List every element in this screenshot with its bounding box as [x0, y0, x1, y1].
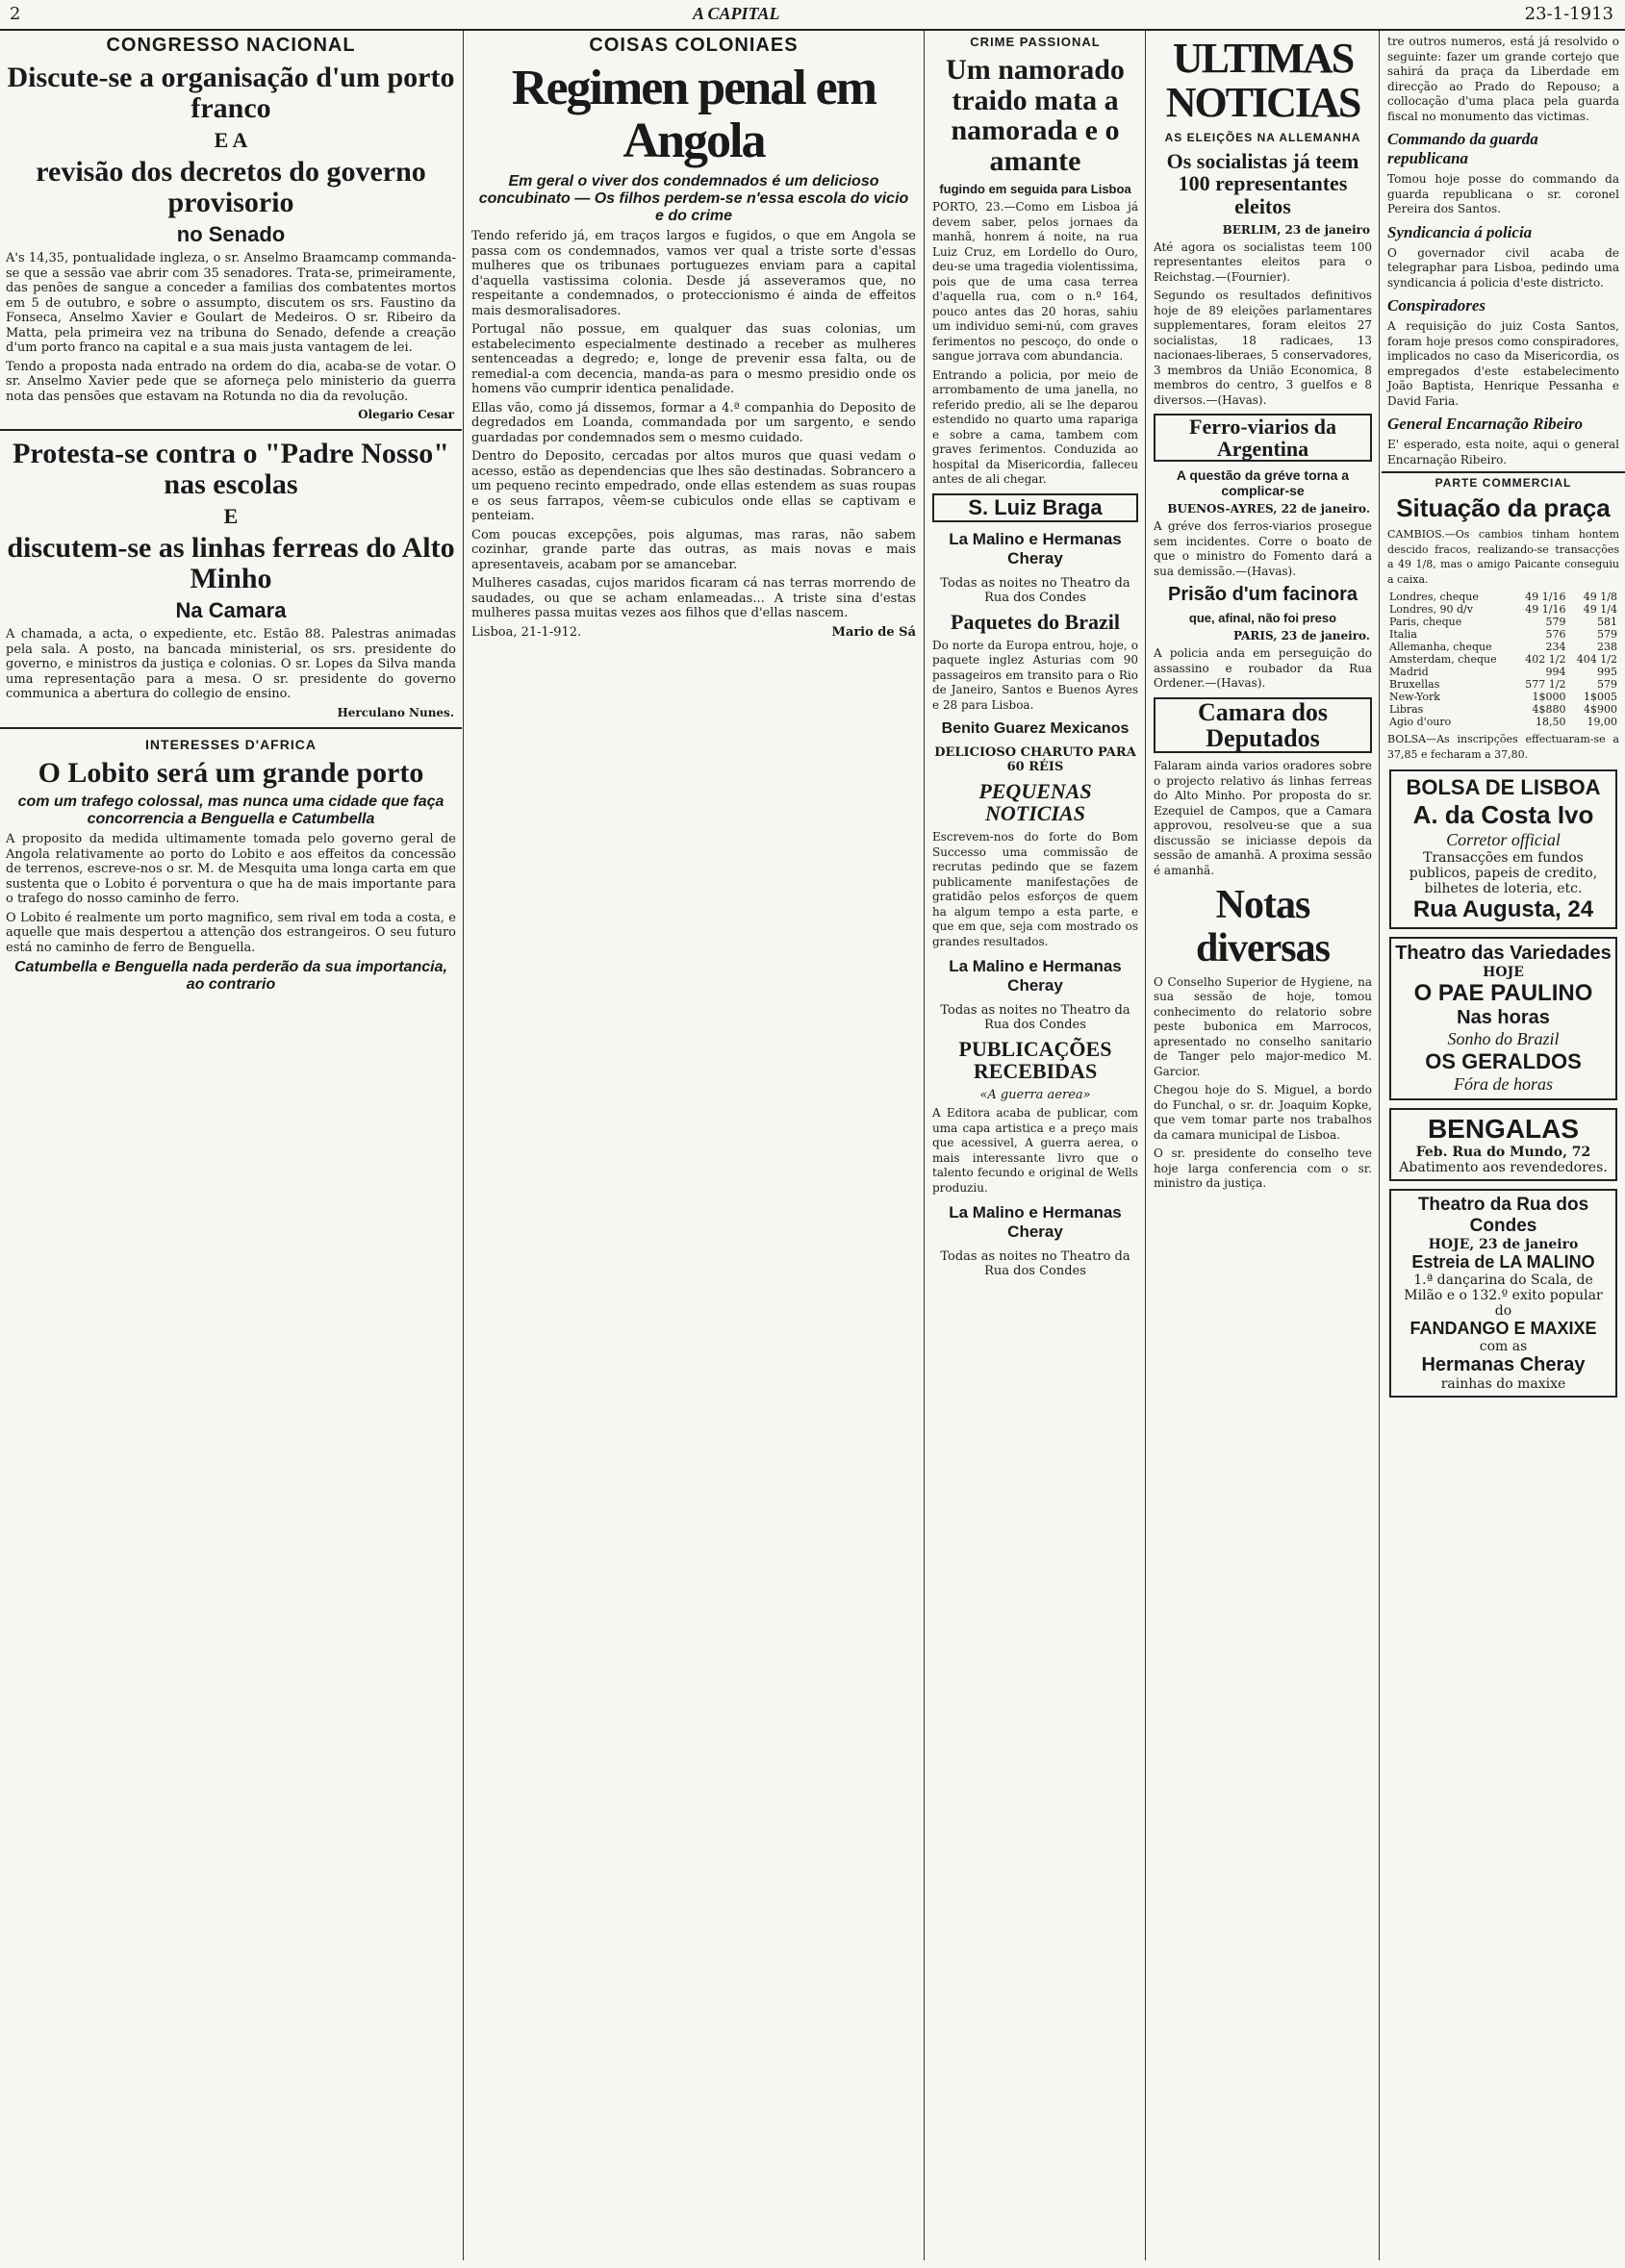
article-text: A policia anda em perseguição do assassino e roubador da Rua Ordener.—(Havas).	[1154, 646, 1372, 691]
article-text: A chamada, a acta, o expediente, etc. Estão 88. Palestras animadas pela sala. A posto, na bancada ministerial, os srs. presidente do governo, e ministros da justiça e colonias. O sr. Lopes da Silva manda uma representação para a mesa. O sr. presidente do governo communica a abertura do collegio de ensino.	[6, 627, 456, 702]
ad-show: O PAE PAULINO	[1413, 980, 1593, 1007]
advertisement-bengalas	[1389, 1108, 1617, 1181]
article-text: O sr. presidente do conselho teve hoje larga conferencia com o sr. ministro da justiça.	[1154, 1147, 1372, 1191]
headline: Discute-se a organisação d'um porto franco	[7, 62, 455, 124]
headline-connector: E A	[214, 128, 248, 152]
exchange-rate-venda: 579	[1597, 678, 1617, 692]
exchange-rate-row	[1387, 628, 1619, 641]
column-crime	[927, 31, 1144, 2260]
dateline: PARIS, 23 de janeiro.	[1232, 629, 1370, 643]
section-heading: PARTE COMMERCIAL	[1382, 471, 1625, 490]
exchange-rate-praca: Amsterdam, cheque	[1389, 653, 1497, 667]
article-text: A's 14,35, pontualidade ingleza, o sr. Anselmo Braamcamp commanda-se que a sessão vae abrir com 35 senadores. Trata-se, primeiramente, das penões de sangue a conceder a familias dos combatentes mortos em 5 de outubro, e sobre o assumpto, discutem os srs. Faustino da Fonseca, Anselmo Xavier e Goulart de Medeiros. O sr. Ribeiro da Matta, pela primeira vez na tribuna do Senado, defende a creação d'um porto franco na capital e a sua mais justa vantagem de lei.	[6, 251, 456, 356]
subheadline: Syndicancia á policia	[1387, 222, 1533, 241]
ad-show: Sonho do Brazil	[1447, 1029, 1560, 1049]
headline: ULTIMAS NOTICIAS	[1165, 35, 1360, 127]
byline: Mario de Sá	[831, 624, 916, 640]
article-text: CAMBIOS.—Os cambios tinham hontem descido fracos, realizando-se transacções a 49 1/8, mas o amigo Paicante conseguiu a caixa.	[1387, 528, 1619, 586]
exchange-rate-venda: 579	[1597, 628, 1617, 642]
subheadline: Catumbella e Benguella nada perderão da sua importancia, ao contrario	[14, 959, 447, 994]
exchange-rate-praca: Libras	[1389, 703, 1424, 717]
ad-title: Theatro das Variedades	[1395, 943, 1612, 965]
advertisement-sub: Todas as noites no Theatro da Rua dos Condes	[940, 1003, 1130, 1033]
exchange-rate-row	[1387, 716, 1619, 728]
ad-show: Hermanas Cheray	[1421, 1354, 1586, 1376]
section-heading: INTERESSES D'AFRICA	[145, 736, 317, 752]
article-text: Tendo referido já, em traços largos e fugidos, o que em Angola se passa com os condemnados, vamos ver qual a triste sorte d'essas mulheres que os tribunaes portuguezes enviam para a capital d'aquella vastissima colonia. Desde já asseveramos que, no respeitante a condemnados, o proteccionismo é ainda de effeitos mais desmoralisadores.	[471, 229, 916, 318]
ad-title: Theatro da Rua dos Condes	[1417, 1195, 1589, 1237]
issue-date: 23-1-1913	[1524, 4, 1613, 24]
article-text: E' esperado, esta noite, aqui o general Encarnação Ribeiro.	[1387, 438, 1619, 466]
subheadline: General Encarnação Ribeiro	[1387, 415, 1584, 433]
headline: discutem-se as linhas ferreas do Alto Minho	[7, 532, 455, 594]
exchange-rate-praca: Londres, cheque	[1389, 591, 1479, 604]
exchange-rate-compra: 49 1/16	[1525, 591, 1566, 604]
advertisement: La Malino e Hermanas Cheray	[949, 529, 1122, 567]
ad-show: OS GERALDOS	[1425, 1049, 1582, 1074]
article-text: Tendo a proposta nada entrado na ordem do dia, acaba-se de votar. O sr. Anselmo Xavier pede que se aforneça pelo ministerio da guerra nota das pensões que estavam na Rotunda no dia da revolução.	[6, 359, 456, 404]
ad-show: Fóra de horas	[1454, 1074, 1553, 1095]
paper-title: A CAPITAL	[693, 4, 780, 23]
headline: Protesta-se contra o "Padre Nosso" nas escolas	[13, 438, 449, 500]
article-text: O Lobito é realmente um porto magnifico, sem rival em toda a costa, e aquelle que mais despertou a attenção dos estrangeiros. O seu futuro está no caminho de ferro de Benguella.	[6, 910, 456, 955]
byline-box: S. Luiz Braga	[932, 493, 1138, 522]
article-text: Portugal não possue, em qualquer das suas colonias, um estabelecimento especialmente destinado a receber as mulheres sentenceadas a degredo; e, longe de prevenir essa falta, ou de remedial-a com decencia, manda-as para o mesmo presidio onde os homens vão cumprir identica penalidade.	[471, 322, 916, 397]
advertisement: La Malino e Hermanas Cheray	[949, 1203, 1122, 1242]
exchange-rate-venda: 238	[1597, 641, 1617, 654]
ad-show: FANDANGO E MAXIXE	[1409, 1319, 1597, 1339]
article-text: Com poucas excepções, pois algumas, mas raras, não sabem cozinhar, grande parte das outras, as mais novas e mais apresentaveis, acabam por se amancebar.	[471, 527, 916, 572]
exchange-rate-row	[1387, 653, 1619, 666]
ad-name: A. da Costa Ivo	[1412, 800, 1594, 830]
article-text: O governador civil acaba de telegraphar para Lisboa, pedindo uma syndicancia á policia d'este districto.	[1387, 245, 1619, 290]
headline: Notas diversas	[1196, 883, 1330, 970]
exchange-rate-compra: 402 1/2	[1525, 653, 1566, 667]
ad-day: HOJE, 23 de janeiro	[1428, 1237, 1579, 1253]
article-text: O Conselho Superior de Hygiene, na sua sessão de hoje, tomou conhecimento do relatorio sobre peste bubonica em Marrocos, apresentado no conselho sanitario de Tanger pelo major-medico M. Garcior.	[1154, 974, 1372, 1078]
column-rule	[1379, 31, 1380, 2260]
subheadline: Commando da guarda republicana	[1387, 130, 1538, 167]
byline: Olegario Cesar	[358, 408, 454, 422]
article-text: Do norte da Europa entrou, hoje, o paquete inglez Asturias com 90 passageiros em transito para o Rio de Janeiro, Santos e Buenos Ayres e 28 para Lisboa.	[932, 638, 1138, 712]
exchange-rate-compra: 994	[1545, 666, 1566, 679]
headline-connector: E	[223, 504, 239, 529]
headline: Situação da praça	[1396, 493, 1611, 522]
exchange-rate-row	[1387, 591, 1619, 603]
column-rule	[924, 31, 925, 2260]
subheadline: «A guerra aerea»	[979, 1088, 1091, 1103]
subheadline: A questão da gréve torna a complicar-se	[1176, 467, 1350, 499]
section-heading: CONGRESSO NACIONAL	[106, 35, 356, 56]
exchange-rate-praca: Londres, 90 d/v	[1389, 603, 1473, 617]
ad-role: Corretor official	[1446, 830, 1561, 850]
dateline: BUENOS-AYRES, 22 de janeiro.	[1167, 502, 1370, 517]
subheadline: Em geral o viver dos condemnados é um delicioso concubinato — Os filhos perdem-se n'essa escola do vicio e do crime	[478, 173, 909, 225]
ad-day: HOJE	[1483, 965, 1524, 981]
article-text: Escrevem-nos do forte do Bom Successo uma commissão de recrutas pedindo que se fazem publicamente manifestações de gratidão pelos esforços de quem ha algum tempo a esta parte, e que em que, seja com mostrado os grandes resultados.	[932, 830, 1138, 948]
article-text: BOLSA—As inscripções effectuaram-se a 37,85 e fecharam a 37,80.	[1387, 733, 1619, 761]
advertisement: Benito Guarez Mexicanos	[941, 720, 1130, 738]
exchange-rate-compra: 576	[1545, 628, 1566, 642]
headline: Os socialistas já teem 100 representantes eleitos	[1166, 149, 1359, 218]
exchange-rate-compra: 234	[1545, 641, 1566, 654]
advertisement-sub: DELICIOSO CHARUTO PARA 60 RÉIS	[934, 745, 1136, 775]
exchange-rate-venda: 581	[1597, 616, 1617, 629]
exchange-rate-row	[1387, 603, 1619, 616]
article-text: A Editora acaba de publicar, com uma capa artistica e a preço mais que acessivel, A guerra aerea, o mais interessante livro que o talento fecundo e original de Wells produziu.	[932, 1106, 1138, 1195]
headline: PEQUENAS NOTICIAS	[978, 779, 1092, 826]
article-text: tre outros numeros, está já resolvido o seguinte: fazer um grande cortejo que sahirá da praça da Liberdade em direcção ao Prado do Repouso; a collocação d'uma placa pela guarda fiscal no monumento das victimas.	[1387, 35, 1619, 123]
article-text: A requisição do juiz Costa Santos, foram hoje presos como conspiradores, implicados no caso da Misericordia, os empregados d'este estabelecimento João Baptista, Henrique Pessanha e David Faria.	[1387, 319, 1619, 408]
column-rule	[1145, 31, 1146, 2260]
article-text: Mulheres casadas, cujos maridos ficaram cá nas terras morrendo de saudades, ou que se acham enlameadas... A triste sina d'estas mulheres passa muitas vezes aos filhos que d'ellas nascem.	[471, 576, 916, 621]
byline: Herculano Nunes.	[337, 705, 454, 719]
headline: PUBLICAÇÕES RECEBIDAS	[958, 1037, 1112, 1084]
subheadline: que, afinal, não foi preso	[1188, 611, 1337, 626]
exchange-rate-praca: Madrid	[1389, 666, 1429, 679]
headline: Paquetes do Brazil	[951, 609, 1120, 634]
exchange-rate-praca: Italia	[1389, 628, 1417, 642]
article-text: Até agora os socialistas teem 100 representantes eleitos para o Reichstag.—(Fournier).	[1154, 239, 1372, 284]
headline: Ferro-viarios da Argentina	[1154, 414, 1372, 462]
ad-description: Abatimento aos revendedores.	[1399, 1160, 1608, 1176]
column-misc	[1382, 31, 1625, 2260]
section-heading: CRIME PASSIONAL	[970, 35, 1101, 49]
article-text: A gréve dos ferros-viarios prosegue sem incidentes. Corre o boato de que o ministro do Fomento dará a sua demissão.—(Havas).	[1154, 519, 1372, 578]
section-heading: COISAS COLONIAES	[589, 35, 799, 56]
column-colonial	[466, 31, 922, 2260]
column-congress	[0, 31, 462, 2260]
dateline: Lisboa, 21-1-912.	[471, 624, 582, 640]
ad-address: Rua Augusta, 24	[1412, 896, 1594, 923]
exchange-rate-row	[1387, 641, 1619, 653]
article-footer	[471, 625, 916, 641]
subheadline: Na Camara	[175, 598, 287, 623]
exchange-rate-compra: 1$000	[1532, 691, 1566, 704]
exchange-rate-compra: 4$880	[1532, 703, 1566, 717]
column-latest-news	[1148, 31, 1378, 2260]
article-text: A proposito da medida ultimamente tomada pelo governo geral de Angola relativamente ao porto do Lobito e aos effeitos da concessão de terrenos, escreve-nos o sr. M. de Mesquita uma longa carta em que sustenta que o Lobito é porventura o que ha de mais importante para o trafego do nosso caminho de ferro.	[6, 832, 456, 907]
ad-description: 1.ª dançarina do Scala, de Milão e o 132.º exito popular do	[1404, 1273, 1603, 1320]
exchange-rate-praca: New-York	[1389, 691, 1440, 704]
exchange-rate-venda: 49 1/4	[1583, 603, 1617, 617]
headline: Regimen penal em Angola	[511, 61, 876, 168]
exchange-rate-row	[1387, 616, 1619, 628]
exchange-rate-praca: Agio d'ouro	[1389, 716, 1452, 729]
exchange-rate-praca: Paris, cheque	[1389, 616, 1462, 629]
divider	[0, 727, 462, 729]
article-text: Entrando a policia, por meio de arrombamento de uma janella, no referido predio, ali se lhe deparou estendido no quarto uma rapariga e sobre a cama, tambem com graves ferimentos. Conduzida ao hospital da Misericordia, falleceu antes de ali chegar.	[932, 367, 1138, 486]
exchange-rate-row	[1387, 703, 1619, 716]
article-text: Tomou hoje posse do commando da guarda republicana o sr. coronel Pereira dos Santos.	[1387, 172, 1619, 215]
exchange-rate-venda: 49 1/8	[1583, 591, 1617, 604]
article-text: Dentro do Deposito, cercadas por altos muros que quasi vedam o acesso, estão as dependencias que lhes são destinadas. Sobrancero a um pequeno recinto empedrado, onde ellas estendem as suas roupas e os seus farrapos, vêem-se cubiculos onde ellas se captivam e penteiam.	[471, 449, 916, 524]
exchange-rate-praca: Bruxellas	[1389, 678, 1440, 692]
article-text: Falaram ainda varios oradores sobre o projecto relativo ás linhas ferreas do Alto Minho. Por proposta do sr. Ezequiel de Campos, que a Camara approvou, resolveu-se que a sua discussão se iniciasse depois da sessão de amanhã. A proxima sessão é amanhã.	[1154, 759, 1372, 877]
divider	[0, 429, 462, 431]
article-text: Segundo os resultados definitivos hoje de 89 eleições parlamentares supplementares, foram eleitos 27 socialistas, 18 radicaes, 13 nacionaes-liberaes, 5 conservadores, 3 membros da União Economica, 8 membros do centro, 3 guelfos e 8 diversos.—(Havas).	[1154, 289, 1372, 407]
advertisement-variedades	[1389, 937, 1617, 1100]
advertisement-sub: Todas as noites no Theatro da Rua dos Condes	[940, 1249, 1130, 1279]
section-heading: AS ELEIÇÕES NA ALLEMANHA	[1164, 131, 1361, 145]
exchange-rate-row	[1387, 691, 1619, 703]
exchange-rate-compra: 49 1/16	[1525, 603, 1566, 617]
subheadline: com um trafego colossal, mas nunca uma cidade que faça concorrencia a Benguella e Catumbella	[17, 794, 444, 828]
exchange-rate-venda: 404 1/2	[1576, 653, 1617, 667]
exchange-rate-venda: 4$900	[1584, 703, 1617, 717]
ad-description: com as	[1479, 1339, 1528, 1355]
article-text: Chegou hoje do S. Miguel, a bordo do Funchal, o sr. dr. Joaquim Kopke, que vem tomar parte nos trabalhos da camara municipal de Lisboa.	[1154, 1083, 1372, 1142]
subheadline: Conspiradores	[1387, 296, 1486, 315]
ad-title: BOLSA DE LISBOA	[1406, 775, 1601, 800]
masthead	[0, 0, 1625, 31]
exchange-rate-venda: 19,00	[1587, 716, 1617, 729]
page-number: 2	[10, 4, 21, 24]
headline: revisão dos decretos do governo provisorio	[36, 156, 426, 218]
headline: Prisão d'um facinora	[1167, 584, 1358, 606]
column-rule	[463, 31, 464, 2260]
exchange-rate-row	[1387, 666, 1619, 678]
article-text: PORTO, 23.—Como em Lisboa já devem saber, pelos jornaes da manhã, honrem á noite, na rua Luiz Cruz, em Lordello do Ouro, deu-se uma tragedia violentissima, pois que de uma casa terrea d'aquella rua, com o n.º 164, pouco antes das 20 horas, sahiu um individuo semi-nú, com graves ferimentos no pescoço, do onde o sangue jorrava com abundancia.	[932, 200, 1138, 363]
advertisement-condes	[1389, 1189, 1617, 1398]
exchange-rate-compra: 577 1/2	[1525, 678, 1566, 692]
article-text: Ellas vão, como já dissemos, formar a 4.ª companhia do Deposito de degredados em Loanda, commandada por um sargento, e sendo guardadas por condemnados sem o mesmo cuidado.	[471, 400, 916, 445]
exchange-rate-compra: 579	[1545, 616, 1566, 629]
advertisement-bolsa	[1389, 769, 1617, 929]
exchange-rates-table	[1387, 591, 1619, 728]
ad-title: BENGALAS	[1427, 1114, 1580, 1145]
exchange-rate-praca: Allemanha, cheque	[1389, 641, 1492, 654]
headline: Um namorado traido mata a namorada e o amante	[946, 54, 1125, 177]
ad-show: Nas horas	[1457, 1007, 1550, 1029]
dateline: BERLIM, 23 de janeiro	[1222, 222, 1370, 237]
exchange-rate-venda: 995	[1597, 666, 1617, 679]
subheadline: no Senado	[176, 222, 286, 247]
exchange-rate-row	[1387, 678, 1619, 691]
ad-show: Estreia de LA MALINO	[1411, 1252, 1595, 1273]
exchange-rate-compra: 18,50	[1535, 716, 1566, 729]
advertisement: La Malino e Hermanas Cheray	[949, 957, 1122, 995]
headline: Camara dos Deputados	[1154, 697, 1372, 754]
advertisement-sub: Todas as noites no Theatro da Rua dos Condes	[940, 575, 1130, 605]
ad-description: rainhas do maxixe	[1440, 1376, 1566, 1393]
ad-address: Feb. Rua do Mundo, 72	[1415, 1145, 1591, 1161]
ad-description: Transacções em fundos publicos, papeis de credito, bilhetes de loteria, etc.	[1409, 850, 1598, 897]
exchange-rate-venda: 1$005	[1584, 691, 1617, 704]
subheadline: fugindo em seguida para Lisboa	[939, 182, 1131, 196]
headline: O Lobito será um grande porto	[38, 756, 424, 789]
